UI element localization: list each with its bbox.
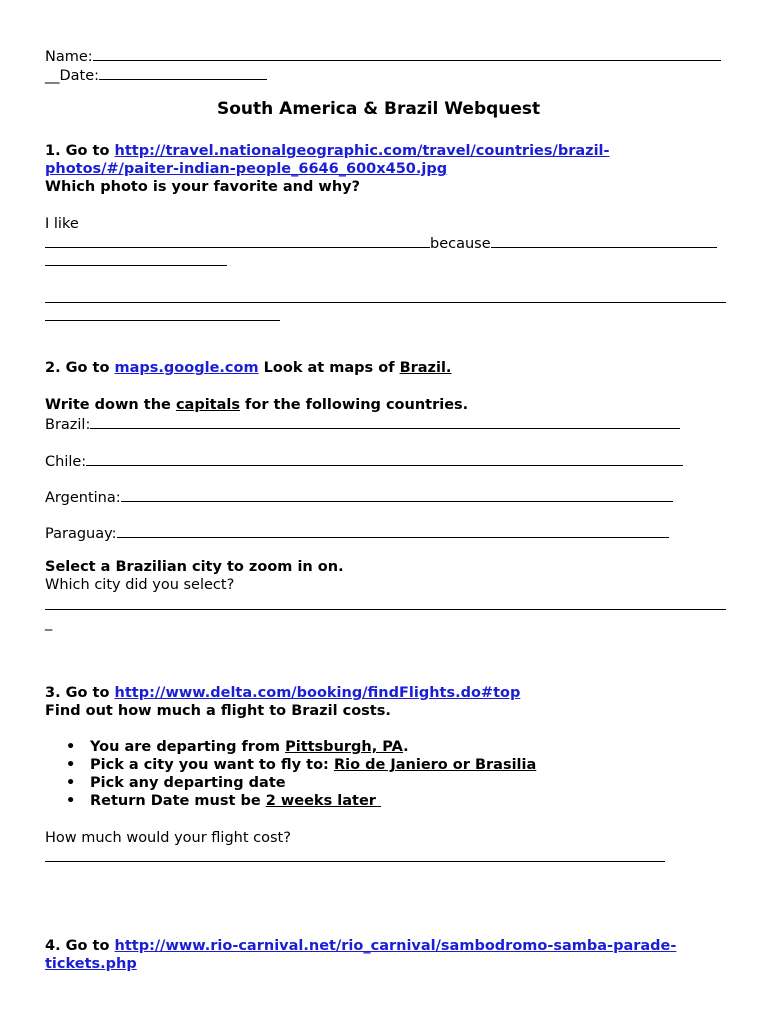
q3-link[interactable]: http://www.delta.com/booking/findFlights.do#top (114, 685, 521, 701)
q2-select-heading: Select a Brazilian city to zoom in on. (45, 559, 344, 575)
q1-blank-3 (45, 251, 227, 271)
q1-like-blank (45, 233, 430, 248)
q2-city-blank (45, 595, 726, 615)
list-item: • Return Date must be 2 weeks later (66, 793, 376, 809)
date-label: __Date: (45, 68, 100, 84)
q1-because-label: because (430, 236, 491, 252)
q2-look-text: Look at maps of (263, 360, 395, 376)
q1-line1 (45, 142, 610, 160)
list-item: • Pick any departing date (66, 775, 286, 791)
name-label: Name: (45, 49, 93, 65)
name-line (45, 46, 721, 66)
q1-because-line (45, 233, 717, 253)
q2-link[interactable]: maps.google.com (114, 360, 259, 376)
q1-line2 (45, 160, 447, 178)
q1-i-like: I like (45, 216, 79, 232)
q1-blank-5 (45, 306, 280, 326)
q1-question: Which photo is your favorite and why? (45, 179, 360, 195)
q2-line1 (45, 359, 451, 377)
q2-chile-row: Chile: (45, 451, 683, 471)
q3-cost-question: How much would your flight cost? (45, 830, 291, 846)
q2-capitals: capitals (175, 397, 240, 413)
q2-paraguay-row: Paraguay: (45, 523, 669, 543)
q3-lead: 3. Go to (45, 685, 110, 701)
q1-blank-4 (45, 288, 726, 308)
q4-link-cont[interactable]: tickets.php (45, 956, 137, 972)
page-title: South America & Brazil Webquest (217, 99, 541, 119)
q2-select-question: Which city did you select? (45, 577, 235, 593)
q2-stray-mark: _ (45, 615, 53, 631)
q2-lead: 2. Go to (45, 360, 110, 376)
list-item: • You are departing from Pittsburgh, PA. (66, 739, 409, 755)
q1-because-blank (491, 233, 717, 248)
q1-link-cont[interactable]: photos/#/paiter-indian-people_6646_600x450.jpg (45, 161, 448, 177)
q4-lead: 4. Go to (45, 938, 110, 954)
q3-instruction: Find out how much a flight to Brazil costs. (45, 703, 391, 719)
q4-link[interactable]: http://www.rio-carnival.net/rio_carnival/sambodromo-samba-parade- (114, 938, 677, 954)
q3-bullet-list (45, 738, 536, 810)
q1-link[interactable]: http://travel.nationalgeographic.com/travel/countries/brazil- (114, 143, 610, 159)
q2-write-line: Write down the capitals for the following countries. (45, 397, 469, 413)
q2-brazil-row: Brazil: (45, 414, 680, 434)
date-line (45, 65, 267, 85)
q3-line1 (45, 684, 520, 702)
q3-cost-blank (45, 847, 665, 867)
list-item: • Pick a city you want to fly to: Rio de Janiero or Brasilia (66, 757, 537, 773)
q4-line1 (45, 937, 676, 955)
q4-line2 (45, 955, 137, 973)
name-blank (93, 46, 721, 61)
date-blank (99, 65, 267, 80)
q1-lead: 1. Go to (45, 143, 110, 159)
q2-argentina-row: Argentina: (45, 487, 673, 507)
q2-brazil: Brazil. (399, 360, 452, 376)
